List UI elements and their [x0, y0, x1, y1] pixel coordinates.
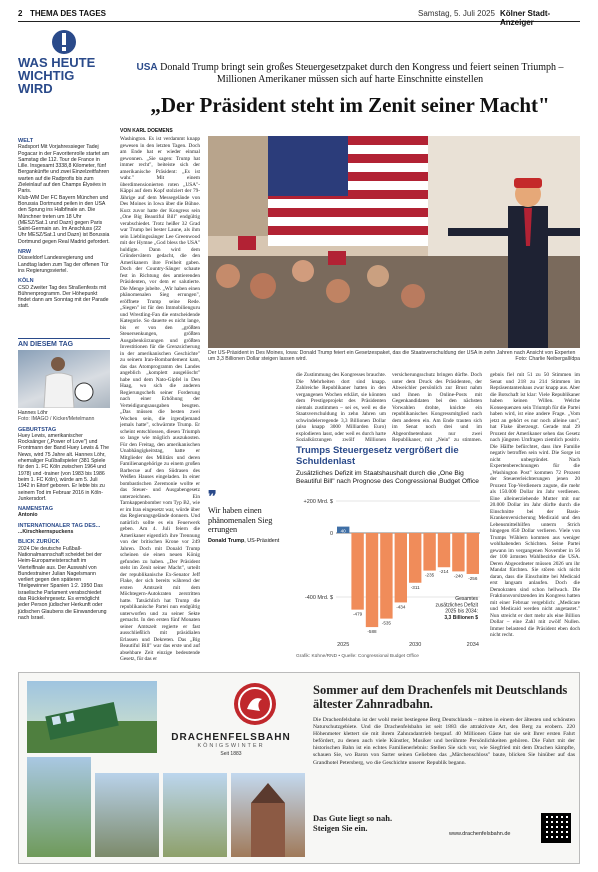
pull-quote [208, 487, 288, 544]
dragon-logo-icon [232, 681, 278, 727]
author: VON KARL DOEMENS [120, 128, 173, 134]
bar [452, 533, 464, 571]
sidebar-text: Radsport Mit Vorjahressieger Tadej Pogacar in der Favoritenrolle startet am Samstag die 112. Tour de France in Lille. Insgesamt 3338,8 Kilometer, fünf Bergankünfte und zwei Einzelzeitfahren warten auf die Radprofis bis zum Zieleinlauf auf den Champs Élysées in Paris. [18, 144, 110, 195]
sidebar-text: Antonio [18, 512, 38, 519]
chart-annotation: Gesamtes [455, 596, 478, 603]
x-tick-label: 2025 [337, 642, 350, 648]
headline: „Der Präsident steht im Zenit seiner Macht" [150, 93, 550, 117]
sidebar-heading: KÖLN [18, 278, 34, 285]
quote-text: Wir haben einen phänomenalen Sieg errungen [208, 506, 273, 534]
data-label: -588 [367, 629, 377, 635]
sidebar-news [18, 134, 110, 310]
ad-brand-sub: KÖNIGSWINTER [197, 743, 265, 749]
issue-date: Samstag, 5. Juli 2025 [418, 9, 495, 18]
chart-source: Grafik: Kühne/RND • Quelle: Congressional Budget Office [296, 654, 419, 659]
bar [467, 533, 479, 574]
sidebar-heading: GEBURTSTAG [18, 426, 57, 433]
ad-url[interactable]: www.drachenfelsbahn.de [449, 831, 511, 837]
ad-since: Seit 1883 [220, 751, 242, 757]
sidebar-text: Düsseldorf Landesregierung und Landtag laden zum Tag der offenen Tür ins Regierungsviertel. [18, 255, 109, 274]
article-col-3: die Zustimmung des Kongresses brauchte. Die Mehrheiten dort sind knapp. Zahlreiche Republikaner hatten in den vergangenen Wochen erklärt, sie könnten dem Prestigeprojekt des Präsidenten niemals zustimmen – sei es, weil es die Staatsverschuldung in zehn Jahren um schwindelerregende 3,3 Billionen Dollar (also knapp 3000 Milliarden Euro) explodieren lasst, oder weil es durch harte Sozialkürzungen zwölf Millionen [296, 372, 386, 442]
advertisement[interactable] [18, 672, 580, 864]
y-tick-label: 0 [329, 531, 333, 537]
chart-annotation: 2025 bis 2034: [445, 608, 478, 615]
sidebar-text: CSD Zweiter Tag des Straßenfests mit Bühnenprogramm. Der Höhepunkt findet dann am Sonntag mit der Parade statt. [18, 284, 109, 310]
photo-credit: Foto: IMAGO / Kicker/Metelmann [18, 416, 95, 423]
data-label: -256 [468, 575, 478, 581]
ad-slogan [313, 813, 392, 833]
ad-photo-rail [27, 757, 91, 857]
bar [438, 533, 450, 567]
quote-mark-icon: ❞ [208, 487, 217, 506]
ad-slogan-line: Das Gute liegt so nah. [313, 813, 393, 823]
player-photo [18, 350, 110, 408]
sidebar-heading: NAMENSTAG [18, 506, 54, 513]
data-label: 40 [340, 528, 346, 534]
sidebar-heading: BLICK ZURÜCK [18, 539, 60, 546]
ad-headline: Sommer auf dem Drachenfels mit Deutschlands ältester Zahnradbahn. [313, 683, 568, 711]
chart-title: Trumps Steuergesetz vergrößert die Schuldenlast [296, 445, 459, 467]
bar [395, 533, 407, 602]
logo-line: WICHTIG [18, 68, 75, 83]
quote-author: Donald Trump [208, 537, 245, 544]
article-col-4: versicherungsschutz bringen dürfte. Doch unter dem Druck des Präsidenten, der Abweichler persönlich zur Brust nahm und ihnen in Online-Posts mit Gegenkandidaten bei den nächsten Vorwahlen drohte, knickte ein republikanisches Kongressmitglied nach dem anderen ein. Am Ende trauten sich im Senat noch drei und im Abgeordnetenhaus nur zwei Republikaner, mit „Nein" zu stimmen. [392, 372, 482, 442]
photo-caption: Hannes Löhr [18, 410, 48, 416]
section-title: THEMA DES TAGES [30, 9, 107, 18]
sidebar-heading: WELT [18, 138, 34, 144]
bar [423, 533, 435, 571]
ad-photo-valley [163, 773, 227, 857]
sidebar-heading: NRW [18, 249, 32, 256]
x-tick-label: 2034 [466, 642, 479, 648]
qr-code-icon[interactable] [541, 813, 571, 843]
data-label: -240 [453, 573, 464, 579]
train-image [27, 681, 157, 753]
sidebar-heading: INTERNATIONALER TAG DES... [18, 522, 101, 529]
sidebar-birthdays [18, 410, 110, 621]
article-subhead-block [120, 62, 580, 86]
subhead: Donald Trump bringt sein großes Steuergesetzpaket durch den Kongress und feiert seinen Triumph – Millionen Amerikaner müssen sich auf harte Einschnitte einstellen [160, 62, 564, 85]
chart-annotation: 3,3 Billionen $ [444, 614, 478, 621]
logo-line: WIRD [18, 81, 53, 96]
data-label: -479 [352, 611, 363, 617]
rally-scene [208, 136, 580, 348]
data-label: -535 [381, 620, 392, 626]
page-number: 2 [18, 9, 23, 18]
bar [380, 533, 392, 619]
sidebar-logo-text [18, 56, 110, 95]
data-label: -214 [439, 569, 449, 575]
data-label: -311 [410, 584, 420, 590]
sidebar-text: Huey Lewis, amerikanischer Rocksänger („Power of Love") und Frontmann der Band Huey Lewis & The News, wird 75 Jahre alt. Hannes Löhr, ehemaliger Fußballspieler (381 Spiele für den 1. FC Köln zwischen 1964 und 1978) und -trainer (von 1983 bis 1986 beim 1. FC Köln), würde am 5. Juli 1942 in Eitorf geboren. Er lebte bis zu seinem Tod im Februar 2016 in Köln-Junkersdorf. [18, 432, 110, 502]
sidebar-text: ...Kirschkernspuckens [18, 529, 74, 536]
x-tick-label: 2030 [409, 642, 422, 648]
ad-logo [161, 681, 301, 767]
ad-photo-castle [231, 773, 305, 857]
y-tick-label: +200 Mrd. $ [303, 499, 333, 505]
photo-credit: Foto: Charlie Neibergall/dpa [515, 356, 580, 363]
photo-caption-block [208, 350, 580, 363]
sidebar-text: 2024 Die deutsche Fußball-Nationalmannschaft scheidet bei der Heim-Europameisterschaft im Viertelfinale aus. Der Auswahl von Bundestrainer Julian Nagelsmann verliert gegen den späteren Titelgewinner Spanien 1:2. 1950 Das israelische Parlament verabschiedet das Rückkehrgesetz. Es ermöglicht jeder Person jüdischer Herkunft oder jüdischen Glaubens die Einwanderung nach Israel. [18, 545, 107, 621]
photo-caption: Der US-Präsident in Des Moines, Iowa: Donald Trump feiert ein Gesetzespaket, das die Staatsverschuldung der USA in zehn Jahren nach Ansicht von Experten um 3,3 Billionen Dollar steigen lassen wird. [208, 350, 576, 363]
kicker: USA [136, 62, 158, 73]
bar [351, 533, 363, 610]
ad-slogan-line: Steigen Sie ein. [313, 823, 368, 833]
bar [366, 533, 378, 627]
ad-brand: DRACHENFELSBAHN [171, 732, 291, 743]
chart-plot [296, 497, 484, 657]
chart-annotation: zusätzliches Defizit [435, 602, 478, 609]
chart-subtitle: Zusätzliches Defizit im Staatshaushalt durch die „One Big Beautiful Bill" nach Prognose des Congressional Budget Office [296, 470, 479, 485]
data-label: -434 [396, 604, 406, 610]
page-header [18, 8, 580, 27]
trump-rally-photo [208, 136, 580, 348]
deficit-chart [296, 445, 484, 667]
ad-photo-ruin [95, 773, 159, 857]
logo-line: WAS HEUTE [18, 55, 96, 70]
player-figure [18, 350, 110, 408]
bar [409, 533, 421, 583]
y-tick-label: -400 Mrd. $ [304, 595, 333, 601]
paper-name: Kölner Stadt-Anzeiger [500, 9, 551, 27]
ad-photo-train [27, 681, 157, 753]
castle-image [231, 773, 305, 857]
ad-body: Die Drachenfelsbahn ist der wohl meist bestiegene Berg Deutschlands – mitten in einem der ältesten und schönsten Naturschutzgebiete. Und die Drachenfelsbahn ist seit 1883 die attraktivste Art, den Berg zu erobern. 220 Höhenmeter klettert sie mit ihrem Zahnradantrieb bergauf. 40 Millionen Gäste hat sie seit Ihrer ersten Fahrt befördert, zu denen auch viele Künstler, Musiker und berühmte Persönlichkeiten gehören. Die Fahrt mit der historischen Bahn ist ein echtes Familienerlebnis: Stellen Sie sich vor, wie Siegfried mit dem Drachen kämpfte, schauen Sie, wo Baron von Sarter seinen Geliebten das „Märchenschloss" baute, blicken Sie hinüber auf das Grandhotel Petersberg, wo die Geschichte unserer Republik begann. [313, 717, 575, 766]
article-col-1: Washington. Es ist verdammt knapp gewesen in den letzten Tagen. Doch am Ende hat er wieder einmal gewonnen. „Sie sagen: Trump hat immer recht", beiteiste sich der amerikanische Präsident: „Es ist wahr." Mit einem überdimensionierten roten „USA"-Käppi auf dem Kopf stolziert der 79-Jährige auf dem Messegelände von Des Moines in Iowa über die Bühne. Kurz zuvor hatte der Kongress sein „One Big Beautiful Bill" endgültig verabschiedet. Trotz heißer 32 Grad war Trump bei bester Laune, als ihm sein Lieblingssänger Lee Greenwood mit der Hymne „God bless the USA" huldigte. Dann wird dem Gründervätern gedacht, die den Amerikanern ihre Freiheit gaben. Doch der Country-Sänger schaute fest in Richtung des amtierenden Präsidenten, vor dem er salutierte. Die Menge jubelte. „Wir haben einen phänomenalen Sieg errungen", eröffnete Trump seine Rede. „Siegen" ist für den Immobilienguru und Wrestling-Fan die entscheidende Kategorie. So dauerte es nicht lange, bis er von den „größten Steuersenkungen, größten Ausgabenkürzungen und größten Investitionen für die Grenzsicherung in der amerikanischen Geschichte" zu seinem Iran-Bombardement kam, das das Atomprogramm des Landes angeblich „komplett ausgelöscht" habe und dem Nato-Gipfel in Den Haag, wo sich die anderen Regierungschefs seiner Forderung nach einer Erhöhung der Verteidigungsausgaben beugten. „Das müssen die besten zwei Wochen sein, die irgendjemand jemals hatte", schwärmte Trump. Er scheint entschlossen, diesen Triumph so lange wie möglich auszukosten. Für den Freitag, den amerikanischen Unabhängigkeitstag, hatte er Mitglieder des Militärs und deren Familienangehörige zu einem großen Barbecue auf den Südrasen des Weißen Hauses eingeladen. In einer bombastischen Zeremonie wollte er das Steuer- und Ausgabengesetz unterzeichnen. Ein Tarnkappenbomber vom Typ B2, wie er im Iran eingesetzt war, würde über das Regierungsgelände donnern. Und natürlich sollte es ein Feuerwerk geben. Am 4. Juli feiern die Amerikaner eigentlich ihre Trennung von der britischen Krone vor 249 Jahren. Doch mit Donald Trump scheinen sie einen neuen König gefunden zu haben. „Der Präsident steht im Zenit seiner Macht", urteilt der republikanische Ex-Senator Jeff Flake, der sich bereits während der ersten Amtszeit mit dem Möchtegern-Autokraten zerstritten hatte. Tatsächlich hat Trump die republikanische Partei nun endgültig unterworfen und zu seiner Sekte gemacht. In den ersten fünf Monaten seiner Amtszeit regierte er fast ausschließlich mit präsidialen Erlassen und Dekreten. Das „Big Beautiful Bill" war das erste und auf absehbare Zeit einzige bedeutende Gesetz, für das er [120, 136, 200, 662]
sidebar-text: Klub-WM Der FC Bayern München und Borussia Dortmund peilen in den USA den Sprung ins Halbfinale an. Die Münchner treten um 18 Uhr (MESZ/Sat.1 und Dazn) gegen Paris Saint-Germain an. Im Anschluss (22 Uhr MESZ/Sat.1 und Dazn) ist Borussia Dortmund gegen Real Madrid gefordert. [18, 194, 110, 245]
quote-role: , US-Präsident [244, 537, 280, 544]
data-label: -235 [424, 572, 435, 578]
an-diesem-tag-heading: AN DIESEM TAG [18, 338, 110, 348]
article-col-5: gebnis fiel mit 51 zu 50 Stimmen im Senat und 218 zu 214 Stimmen im Repräsentantenhaus zwar knapp aus. Aber die Botschaft ist klar: Viele Republikaner haben keinen Willen. Welche Konsequenzen sein Triumph für die Partei haben wird, ist eine andere Frage. „Vom jetzt an gehört es nur noch alleine uns", hat Flake überzeugt. Gerade mal 29 Prozent der Amerikaner sehen das Gesetz nach jüngsten Umfragen ziemlich positiv. Die Hälfte befürchtet, dass ihre Familie negativ betroffen sein wird. Die Sorge ist nicht unbegründet. Nach Expertenberechnungen für die „Washington Post" kommen 72 Prozent der Steuererleichterungen jenen 20 Prozent Top-Verdienern zugute, die mehr als 150.000 Dollar im Jahr verdienen. Eine alleinerziehende Mutter mit nur 20.000 Dollar im Jahr dürfte durch die Einschnitte bei der Basis-Krankenversicherung Medicaid und den Lebensmittelhilfen unterm Strich hingegen 850 Dollar verlieren. Viele von Trumps Wählern kommen aus weniger wohlhabenden Schichten. Seine Partei gewann im vergangenen November in 56 der 100 ärmsten Wahlbezirke die USA. Deren Abgeordneter müssen 2026 um ihr Mandat fürchten. Sie stören sich nicht daran, dass die Einschnitte bei Medicaid erst langsam anlaufen. Doch die Demokraten sind schon hellwach. Die Fraktionsvorsitzenden im Kongress hatten mit einer Februar vergeblich: „Medicare und Medicaid werden nicht angetastet." Nun streicht er dort mehr als eine Billion Dollar – eine Zahl mit zwölf Nullen. Immer belastend die Präsident eben doch nicht recht. [490, 372, 580, 638]
